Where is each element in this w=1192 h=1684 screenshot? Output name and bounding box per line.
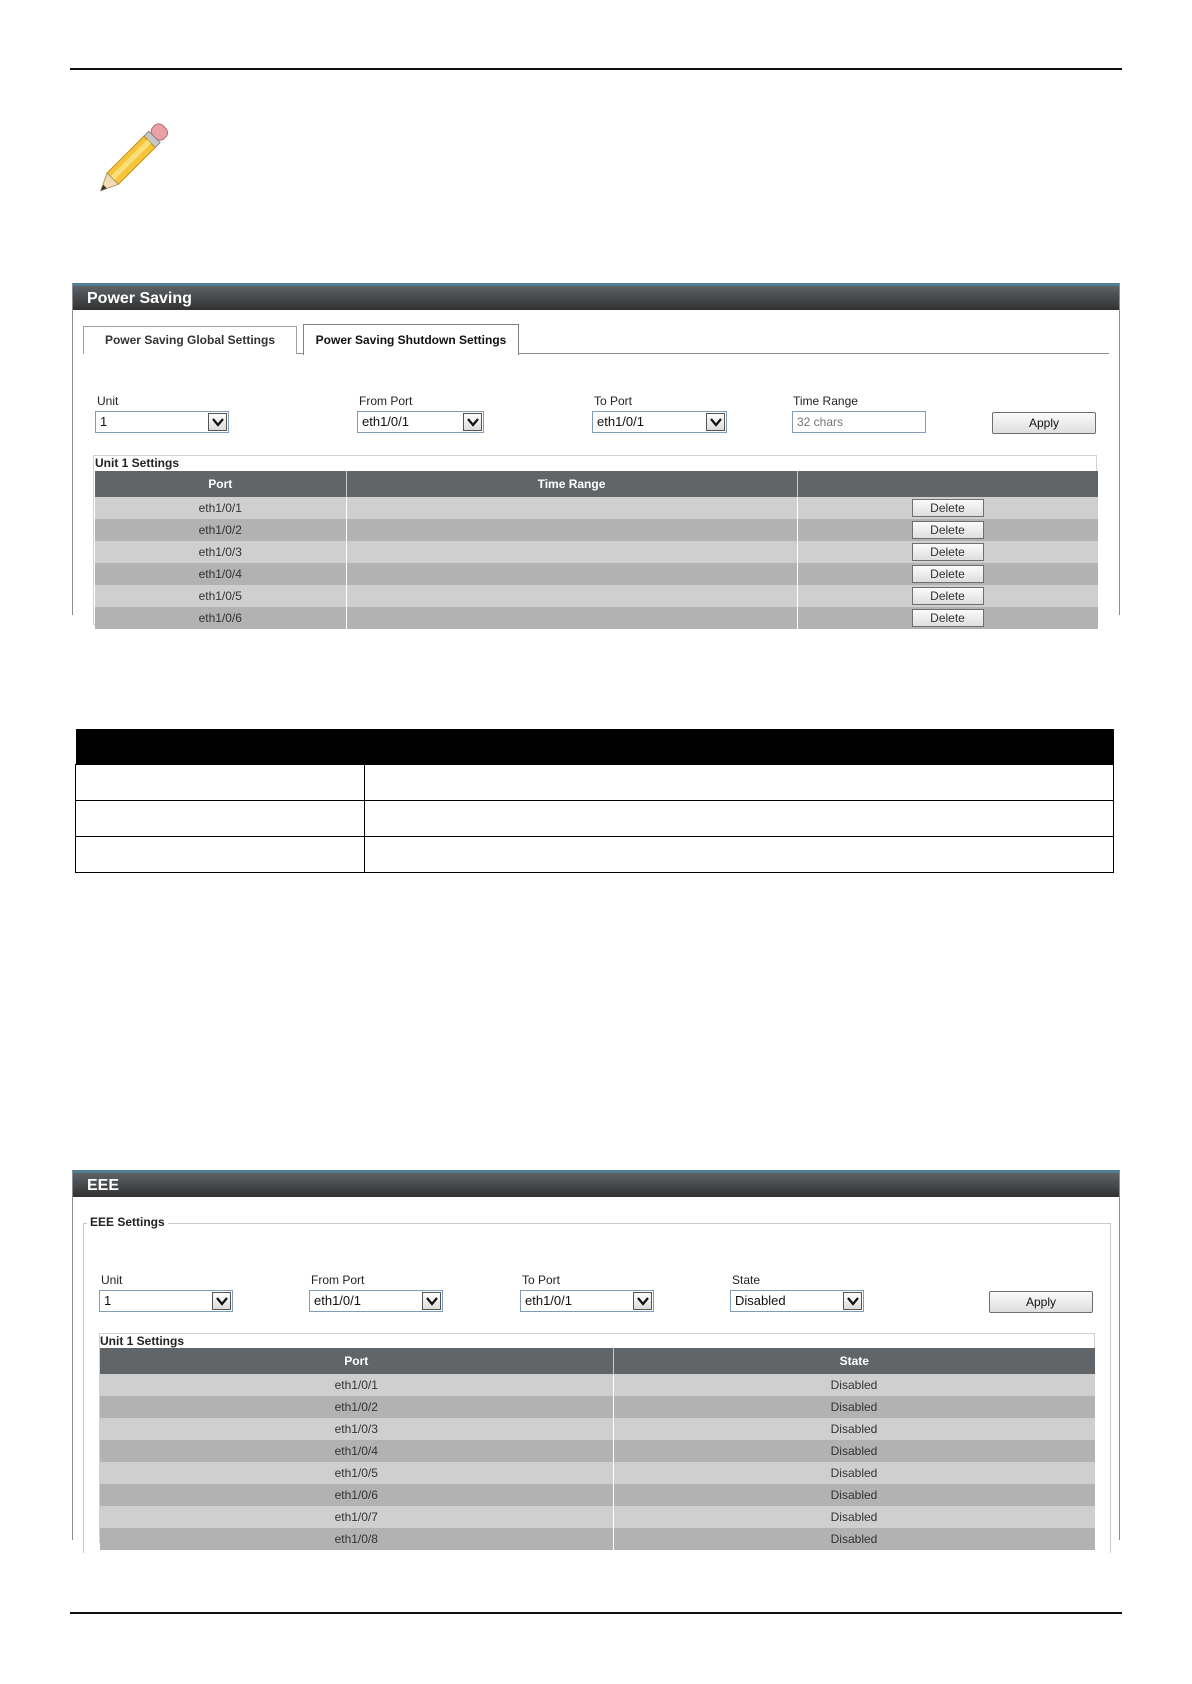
pencil-icon [86, 118, 172, 204]
port-cell: eth1/0/7 [100, 1506, 613, 1528]
chevron-down-icon[interactable] [422, 1292, 441, 1310]
from-port-select-value: eth1/0/1 [362, 414, 409, 429]
table-row [100, 1440, 1095, 1462]
delete-button[interactable]: Delete [912, 499, 984, 517]
from-port-select[interactable] [309, 1290, 443, 1312]
tab-bar [83, 324, 1109, 354]
state-select-value: Disabled [735, 1293, 786, 1308]
apply-button[interactable]: Apply [992, 412, 1096, 434]
port-cell: eth1/0/6 [95, 607, 346, 629]
unit-label: Unit [97, 394, 119, 408]
column-header-action [797, 471, 1098, 497]
table-row [95, 585, 1098, 607]
state-cell: Disabled [613, 1374, 1095, 1396]
tab-power-saving-shutdown-settings[interactable]: Power Saving Shutdown Settings [303, 324, 519, 355]
delete-button[interactable]: Delete [912, 587, 984, 605]
to-port-label: To Port [522, 1273, 561, 1287]
state-cell: Disabled [613, 1462, 1095, 1484]
footer-rule [70, 1612, 1122, 1614]
unit-select-value: 1 [100, 414, 108, 429]
from-port-select[interactable] [357, 411, 484, 433]
state-cell: Disabled [613, 1528, 1095, 1550]
power-saving-panel [72, 283, 1120, 625]
chevron-down-icon[interactable] [208, 413, 227, 431]
header-rule [70, 68, 1122, 70]
time-range-cell [346, 541, 797, 563]
table-row [95, 541, 1098, 563]
unit-select[interactable] [95, 411, 229, 433]
state-cell: Disabled [613, 1396, 1095, 1418]
column-header-state: State [613, 1348, 1095, 1374]
table-row [100, 1506, 1095, 1528]
port-cell: eth1/0/2 [95, 519, 346, 541]
port-cell: eth1/0/5 [95, 585, 346, 607]
time-range-cell [346, 607, 797, 629]
table-row [100, 1528, 1095, 1550]
port-cell: eth1/0/3 [95, 541, 346, 563]
state-label: State [732, 1273, 761, 1287]
unit-settings-title: Unit 1 Settings [95, 456, 180, 470]
column-header-port: Port [95, 471, 346, 497]
unit-label: Unit [101, 1273, 123, 1287]
apply-button[interactable]: Apply [989, 1291, 1093, 1313]
table-header [365, 729, 1114, 764]
port-cell: eth1/0/1 [95, 497, 346, 519]
panel-title: EEE [73, 1170, 1119, 1197]
table-row [100, 1418, 1095, 1440]
to-port-label: To Port [594, 394, 633, 408]
state-cell: Disabled [613, 1440, 1095, 1462]
chevron-down-icon[interactable] [463, 413, 482, 431]
delete-button[interactable]: Delete [912, 521, 984, 539]
delete-button[interactable]: Delete [912, 543, 984, 561]
port-cell: eth1/0/3 [100, 1418, 613, 1440]
table-row [95, 563, 1098, 585]
port-cell: eth1/0/1 [100, 1374, 613, 1396]
to-port-select[interactable] [592, 411, 727, 433]
from-port-select-value: eth1/0/1 [314, 1293, 361, 1308]
time-range-input[interactable] [792, 411, 926, 433]
table-row [95, 519, 1098, 541]
port-cell: eth1/0/2 [100, 1396, 613, 1418]
table-row [76, 800, 1114, 836]
table-row [76, 764, 1114, 800]
chevron-down-icon[interactable] [212, 1292, 231, 1310]
time-range-cell [346, 497, 797, 519]
time-range-cell [346, 585, 797, 607]
port-cell: eth1/0/6 [100, 1484, 613, 1506]
time-range-label: Time Range [793, 394, 858, 408]
table-row [100, 1374, 1095, 1396]
state-select[interactable] [730, 1290, 864, 1312]
state-cell: Disabled [613, 1506, 1095, 1528]
to-port-select-value: eth1/0/1 [525, 1293, 572, 1308]
eee-settings-table [100, 1348, 1096, 1550]
port-cell: eth1/0/8 [100, 1528, 613, 1550]
port-cell: eth1/0/5 [100, 1462, 613, 1484]
chevron-down-icon[interactable] [706, 413, 725, 431]
time-range-cell [346, 563, 797, 585]
time-range-cell [346, 519, 797, 541]
table-row [76, 836, 1114, 872]
to-port-select-value: eth1/0/1 [597, 414, 644, 429]
panel-title: Power Saving [73, 283, 1119, 310]
table-header [76, 729, 365, 764]
tab-power-saving-global-settings[interactable]: Power Saving Global Settings [83, 326, 297, 354]
table-row [100, 1462, 1095, 1484]
shutdown-settings-table [95, 471, 1099, 629]
table-row [95, 607, 1098, 629]
chevron-down-icon[interactable] [843, 1292, 862, 1310]
parameter-table [75, 729, 1114, 873]
delete-button[interactable]: Delete [912, 565, 984, 583]
eee-settings-title: EEE Settings [87, 1215, 168, 1229]
unit-select-value: 1 [104, 1293, 112, 1308]
eee-panel [72, 1170, 1120, 1546]
delete-button[interactable]: Delete [912, 609, 984, 627]
table-row [100, 1484, 1095, 1506]
column-header-port: Port [100, 1348, 613, 1374]
port-cell: eth1/0/4 [95, 563, 346, 585]
unit-select[interactable] [99, 1290, 233, 1312]
from-port-label: From Port [311, 1273, 365, 1287]
table-row [100, 1396, 1095, 1418]
from-port-label: From Port [359, 394, 413, 408]
column-header-time-range: Time Range [346, 471, 797, 497]
to-port-select[interactable] [520, 1290, 654, 1312]
state-cell: Disabled [613, 1418, 1095, 1440]
table-row [95, 497, 1098, 519]
state-cell: Disabled [613, 1484, 1095, 1506]
chevron-down-icon[interactable] [633, 1292, 652, 1310]
port-cell: eth1/0/4 [100, 1440, 613, 1462]
unit-settings-title: Unit 1 Settings [100, 1334, 185, 1348]
